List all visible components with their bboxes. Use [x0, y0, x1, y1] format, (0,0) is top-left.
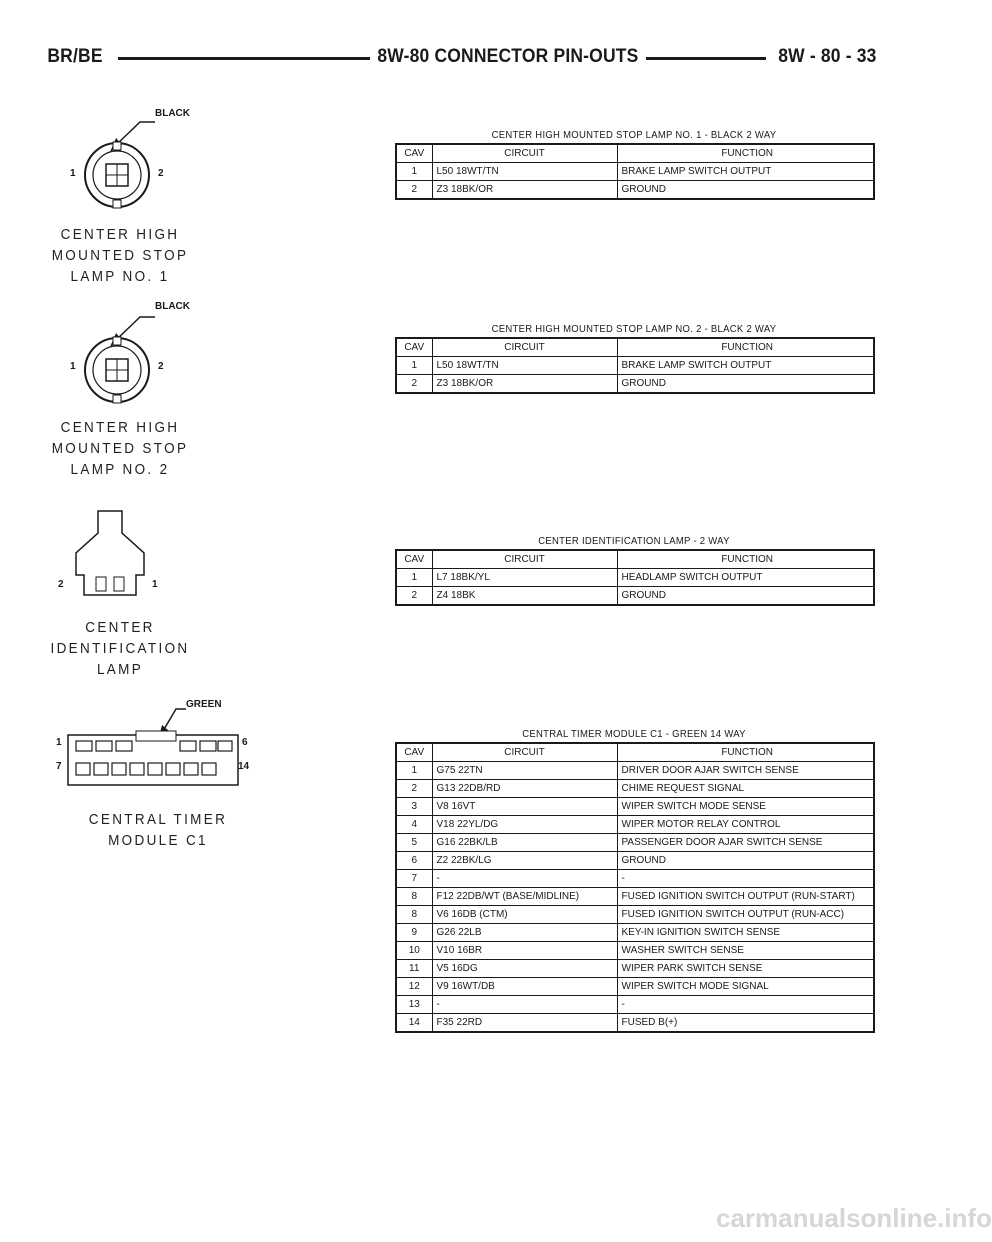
column-header-cav: CAV [396, 550, 432, 569]
header-section-title: 8W-80 CONNECTOR PIN-OUTS [370, 46, 646, 68]
cell-function: HEADLAMP SWITCH OUTPUT [617, 569, 874, 587]
cell-cav: 10 [396, 942, 432, 960]
table-header-row [396, 550, 874, 569]
table-row [396, 906, 874, 924]
pin-label-top-left: 1 [56, 737, 62, 748]
pinout-table [395, 143, 875, 200]
cell-function: - [617, 870, 874, 888]
cell-circuit: L50 18WT/TN [432, 163, 617, 181]
pin-label-right: 2 [158, 168, 164, 179]
cell-cav: 2 [396, 181, 432, 200]
table-row [396, 834, 874, 852]
column-header-circuit: CIRCUIT [432, 144, 617, 163]
table-title: CENTER HIGH MOUNTED STOP LAMP NO. 1 - BLACK 2 WAY [491, 130, 777, 141]
cell-cav: 8 [396, 888, 432, 906]
pinout-table [395, 337, 875, 394]
page-header [48, 44, 876, 72]
caption-line: IDENTIFICATION [50, 640, 190, 657]
cell-circuit: Z2 22BK/LG [432, 852, 617, 870]
table-title: CENTER HIGH MOUNTED STOP LAMP NO. 2 - BLACK 2 WAY [491, 324, 777, 335]
cell-function: BRAKE LAMP SWITCH OUTPUT [617, 357, 874, 375]
pinout-table-center-id-lamp [395, 534, 873, 606]
table-row [396, 1014, 874, 1033]
column-header-circuit: CIRCUIT [432, 743, 617, 762]
cell-function: CHIME REQUEST SIGNAL [617, 780, 874, 798]
cell-cav: 6 [396, 852, 432, 870]
cell-function: KEY-IN IGNITION SWITCH SENSE [617, 924, 874, 942]
connector-drawing-center-id-lamp [40, 505, 220, 615]
caption-line: LAMP [96, 661, 144, 678]
caption-line: CENTER HIGH [60, 419, 180, 436]
cell-circuit: Z3 18BK/OR [432, 375, 617, 394]
column-header-circuit: CIRCUIT [432, 550, 617, 569]
column-header-circuit: CIRCUIT [432, 338, 617, 357]
cell-circuit: V18 22YL/DG [432, 816, 617, 834]
cell-circuit: L7 18BK/YL [432, 569, 617, 587]
cell-function: GROUND [617, 587, 874, 606]
cell-cav: 3 [396, 798, 432, 816]
table-row [396, 163, 874, 181]
cell-cav: 12 [396, 978, 432, 996]
table-row [396, 357, 874, 375]
cell-cav: 1 [396, 762, 432, 780]
table-row [396, 780, 874, 798]
connector-diagram-central-timer-c1 [28, 695, 248, 855]
pin-label-right: 2 [158, 361, 164, 372]
cell-function: WIPER PARK SWITCH SENSE [617, 960, 874, 978]
cell-function: WIPER SWITCH MODE SIGNAL [617, 978, 874, 996]
caption-line: MOUNTED STOP [51, 247, 189, 264]
pinout-table [395, 742, 875, 1033]
cell-function: WIPER MOTOR RELAY CONTROL [617, 816, 874, 834]
cell-function: GROUND [617, 375, 874, 394]
cell-cav: 1 [396, 569, 432, 587]
table-header-row [396, 338, 874, 357]
table-row [396, 996, 874, 1014]
table-row [396, 569, 874, 587]
table-title: CENTER IDENTIFICATION LAMP - 2 WAY [538, 536, 730, 547]
connector-color-label: GREEN [186, 699, 222, 710]
pinout-table-chmsl-2 [395, 322, 873, 394]
column-header-cav: CAV [396, 144, 432, 163]
pin-label-top-right: 6 [242, 737, 248, 748]
cell-cav: 9 [396, 924, 432, 942]
table-row [396, 888, 874, 906]
connector-caption [48, 417, 192, 480]
table-row [396, 798, 874, 816]
column-header-function: FUNCTION [617, 550, 874, 569]
cell-function: - [617, 996, 874, 1014]
cell-cav: 5 [396, 834, 432, 852]
pin-label-left: 1 [70, 168, 76, 179]
table-row [396, 978, 874, 996]
cell-circuit: F35 22RD [432, 1014, 617, 1033]
table-row [396, 960, 874, 978]
cell-circuit: G16 22BK/LB [432, 834, 617, 852]
cell-cav: 8 [396, 906, 432, 924]
caption-line: MOUNTED STOP [51, 440, 189, 457]
connector-caption [48, 224, 192, 287]
pinout-table-central-timer-c1 [395, 727, 873, 1033]
header-model: BR/BE [40, 46, 110, 68]
cell-cav: 13 [396, 996, 432, 1014]
pin-label-bottom-left: 7 [56, 761, 62, 772]
cell-cav: 2 [396, 587, 432, 606]
column-header-function: FUNCTION [617, 144, 874, 163]
table-row [396, 762, 874, 780]
pin-label-left: 1 [70, 361, 76, 372]
cell-function: WASHER SWITCH SENSE [617, 942, 874, 960]
cell-circuit: V6 16DB (CTM) [432, 906, 617, 924]
cell-function: GROUND [617, 852, 874, 870]
cell-function: FUSED B(+) [617, 1014, 874, 1033]
connector-diagram-chmsl-2 [40, 295, 220, 485]
table-title: CENTRAL TIMER MODULE C1 - GREEN 14 WAY [522, 729, 746, 740]
table-row [396, 870, 874, 888]
column-header-cav: CAV [396, 743, 432, 762]
column-header-function: FUNCTION [617, 743, 874, 762]
cell-cav: 2 [396, 780, 432, 798]
cell-function: GROUND [617, 181, 874, 200]
cell-function: FUSED IGNITION SWITCH OUTPUT (RUN-START) [617, 888, 874, 906]
pin-label-left: 2 [58, 579, 64, 590]
cell-function: FUSED IGNITION SWITCH OUTPUT (RUN-ACC) [617, 906, 874, 924]
table-row [396, 924, 874, 942]
caption-line: MODULE C1 [108, 832, 208, 849]
cell-cav: 4 [396, 816, 432, 834]
pin-label-bottom-right: 14 [238, 761, 250, 772]
pin-label-right: 1 [152, 579, 158, 590]
connector-caption [48, 617, 192, 680]
cell-circuit: V10 16BR [432, 942, 617, 960]
cell-circuit: Z3 18BK/OR [432, 181, 617, 200]
cell-function: BRAKE LAMP SWITCH OUTPUT [617, 163, 874, 181]
table-row [396, 587, 874, 606]
cell-cav: 11 [396, 960, 432, 978]
table-row [396, 375, 874, 394]
connector-color-label: BLACK [155, 108, 190, 119]
column-header-function: FUNCTION [617, 338, 874, 357]
caption-line: CENTER HIGH [60, 226, 180, 243]
table-row [396, 816, 874, 834]
cell-function: PASSENGER DOOR AJAR SWITCH SENSE [617, 834, 874, 852]
table-row [396, 852, 874, 870]
cell-circuit: - [432, 870, 617, 888]
cell-circuit: Z4 18BK [432, 587, 617, 606]
cell-circuit: - [432, 996, 617, 1014]
cell-circuit: L50 18WT/TN [432, 357, 617, 375]
cell-cav: 2 [396, 375, 432, 394]
caption-line: CENTER [85, 619, 155, 636]
cell-circuit: G13 22DB/RD [432, 780, 617, 798]
table-row [396, 942, 874, 960]
cell-cav: 1 [396, 163, 432, 181]
pinout-table [395, 549, 875, 606]
table-row [396, 181, 874, 200]
caption-line: LAMP NO. 1 [70, 268, 170, 285]
cell-cav: 7 [396, 870, 432, 888]
cell-circuit: V5 16DG [432, 960, 617, 978]
cell-cav: 1 [396, 357, 432, 375]
cell-circuit: V9 16WT/DB [432, 978, 617, 996]
connector-diagram-center-id-lamp [40, 505, 220, 685]
header-page-number: 8W - 80 - 33 [771, 46, 884, 68]
table-header-row [396, 743, 874, 762]
cell-function: WIPER SWITCH MODE SENSE [617, 798, 874, 816]
connector-drawing-chmsl-2 [40, 295, 220, 425]
cell-circuit: G26 22LB [432, 924, 617, 942]
connector-color-label: BLACK [155, 301, 190, 312]
caption-line: CENTRAL TIMER [88, 811, 228, 828]
caption-line: LAMP NO. 2 [70, 461, 170, 478]
cell-function: DRIVER DOOR AJAR SWITCH SENSE [617, 762, 874, 780]
table-header-row [396, 144, 874, 163]
cell-circuit: G75 22TN [432, 762, 617, 780]
connector-drawing-chmsl-1 [40, 100, 220, 230]
watermark: carmanualsonline.info [716, 1203, 992, 1233]
connector-caption [86, 809, 230, 851]
cell-circuit: V8 16VT [432, 798, 617, 816]
cell-cav: 14 [396, 1014, 432, 1033]
pinout-table-chmsl-1 [395, 128, 873, 200]
cell-circuit: F12 22DB/WT (BASE/MIDLINE) [432, 888, 617, 906]
connector-diagram-chmsl-1 [40, 100, 220, 290]
column-header-cav: CAV [396, 338, 432, 357]
